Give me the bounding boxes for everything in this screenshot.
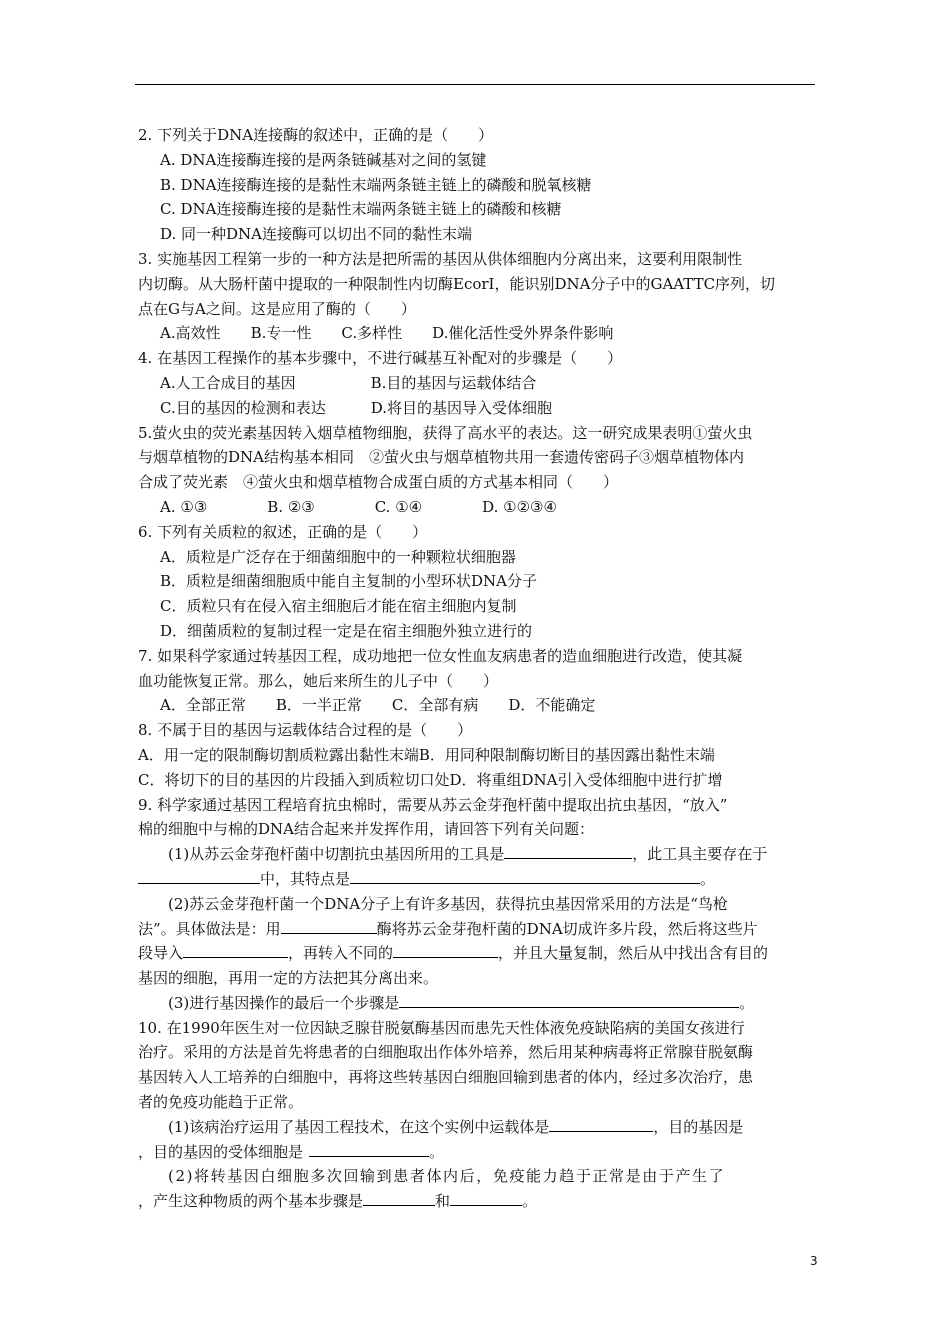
- q10-stem-line2: 治疗。采用的方法是首先将患者的白细胞取出作体外培养，然后用某种病毒将正常腺苷脱氨酶: [138, 1043, 754, 1062]
- q6-option-c: C．质粒只有在侵入宿主细胞后才能在宿主细胞内复制: [160, 597, 517, 616]
- q10-blank-step2[interactable]: [450, 1189, 522, 1206]
- q10-stem-line1: 10. 在1990年医生对一位因缺乏腺苷脱氨酶基因而患先天性体液免疫缺陷病的美国女孩进行: [138, 1018, 745, 1037]
- q9-part1-text-d: 。: [700, 869, 716, 888]
- q9-part1-line1: [138, 842, 818, 867]
- q6-option-b: B．质粒是细菌细胞质中能自主复制的小型环状DNA分子: [160, 572, 538, 591]
- q9-part2-text-e: ，再转入不同的: [288, 944, 394, 963]
- q10-part2-line1: (2)将转基因白细胞多次回输到患者体内后，免疫能力趋于正常是由于产生了: [168, 1167, 726, 1186]
- q2-option-a: A. DNA连接酶连接的是两条链碱基对之间的氢键: [160, 150, 487, 169]
- q9-blank-vector[interactable]: [183, 941, 288, 958]
- q9-blank-feature[interactable]: [350, 867, 700, 884]
- q10-stem-line4: 者的免疫功能趋于正常。: [138, 1093, 304, 1112]
- q9-blank-tool[interactable]: [504, 842, 632, 859]
- question-list: [138, 123, 818, 1214]
- q10-stem-line3: 基因转入人工培养的白细胞中，再将这些转基因白细胞回输到患者的体内，经过多次治疗，患: [138, 1068, 754, 1087]
- q10-part2-line2: [138, 1189, 818, 1214]
- q5-stem-line3: 合成了荧光素 ④萤火虫和烟草植物合成蛋白质的方式基本相同（ ）: [138, 473, 619, 492]
- q3-stem-line1: 3. 实施基因工程第一步的一种方法是把所需的基因从供体细胞内分离出来，这要利用限制性: [138, 249, 743, 268]
- q7-options: A．全部正常 B．一半正常 C．全部有病 D．不能确定: [160, 696, 596, 715]
- q5-stem-line1: 5.萤火虫的荧光素基因转入烟草植物细胞，获得了高水平的表达。这一研究成果表明①萤火虫: [138, 423, 753, 442]
- q5-stem-line2: 与烟草植物的DNA结构基本相同 ②萤火虫与烟草植物共用一套遗传密码子③烟草植物体内: [138, 448, 744, 467]
- header-rule: [135, 84, 815, 85]
- q10-blank-vector[interactable]: [549, 1115, 653, 1132]
- q10-part2-text-b: ，产生这种物质的两个基本步骤是: [138, 1192, 364, 1211]
- q9-part2-text-c: 酶将苏云金芽孢杆菌的DNA切成许多片段，然后将这些片: [376, 919, 758, 938]
- q9-blank-location[interactable]: [138, 867, 260, 884]
- q3-stem-line3: 点在G与A之间。这是应用了酶的（ ）: [138, 299, 416, 318]
- q10-part1-line1: [138, 1115, 818, 1140]
- q10-part1-text-d: 。: [429, 1142, 445, 1161]
- q8-options-row1: A．用一定的限制酶切割质粒露出黏性末端B．用同种限制酶切断目的基因露出黏性末端: [138, 745, 715, 764]
- q4-options-row2: C.目的基因的检测和表达 D.将目的基因导入受体细胞: [160, 398, 552, 417]
- q7-stem-line1: 7. 如果科学家通过转基因工程，成功地把一位女性血友病患者的造血细胞进行改造，使其凝: [138, 646, 743, 665]
- q2-option-b: B. DNA连接酶连接的是黏性末端两条链主链上的磷酸和脱氧核糖: [160, 175, 592, 194]
- page-number: 3: [810, 1254, 818, 1268]
- q3-stem-line2: 内切酶。从大肠杆菌中提取的一种限制性内切酶EcorI，能识别DNA分子中的GAATTC序列，切: [138, 274, 776, 293]
- q10-part1-text-c: ，目的基因的受体细胞是: [138, 1142, 304, 1161]
- q6-stem: 6. 下列有关质粒的叙述，正确的是（ ）: [138, 522, 428, 541]
- q10-part1-text-a: (1)该病治疗运用了基因工程技术，在这个实例中运载体是: [168, 1117, 550, 1136]
- q5-options: A. ①③ B. ②③ C. ①④ D. ①②③④: [160, 497, 557, 516]
- q9-part1-line2: [138, 867, 818, 892]
- q9-part2-line2: [138, 917, 818, 942]
- q10-part2-text-d: 。: [522, 1192, 538, 1211]
- q6-option-a: A．质粒是广泛存在于细菌细胞中的一种颗粒状细胞器: [160, 547, 516, 566]
- q4-stem: 4. 在基因工程操作的基本步骤中，不进行碱基互补配对的步骤是（ ）: [138, 349, 623, 368]
- q9-part3-text-b: 。: [739, 993, 755, 1012]
- q9-part3-text-a: (3)进行基因操作的最后一个步骤是: [168, 993, 400, 1012]
- q10-part2-text-c: 和: [435, 1192, 451, 1211]
- q10-blank-recipient[interactable]: [309, 1140, 429, 1157]
- q9-blank-recipient[interactable]: [393, 941, 498, 958]
- q9-part2-line1: (2)苏云金芽孢杆菌一个DNA分子上有许多基因，获得抗虫基因常采用的方法是“鸟枪: [168, 894, 728, 913]
- q9-blank-last-step[interactable]: [399, 991, 739, 1008]
- q9-part1-text-b: ，此工具主要存在于: [632, 845, 768, 864]
- q9-part1-text-a: (1)从苏云金芽孢杆菌中切割抗虫基因所用的工具是: [168, 845, 505, 864]
- q9-stem-line1: 9. 科学家通过基因工程培育抗虫棉时，需要从苏云金芽孢杆菌中提取出抗虫基因，“放入”: [138, 795, 728, 814]
- q9-part2-line4: 基因的细胞，再用一定的方法把其分离出来。: [138, 969, 439, 988]
- q9-blank-enzyme[interactable]: [281, 917, 377, 934]
- q10-part1-line2: [138, 1140, 818, 1165]
- q7-stem-line2: 血功能恢复正常。那么，她后来所生的儿子中（ ）: [138, 671, 499, 690]
- q8-stem: 8. 不属于目的基因与运载体结合过程的是（ ）: [138, 721, 473, 740]
- q9-part2-text-f: ，并且大量复制，然后从中找出含有目的: [498, 944, 769, 963]
- q8-options-row2: C．将切下的目的基因的片段插入到质粒切口处D．将重组DNA引入受体细胞中进行扩增: [138, 770, 723, 789]
- q9-part2-line3: [138, 941, 818, 966]
- q9-part1-text-c: 中，其特点是: [260, 869, 351, 888]
- q10-blank-step1[interactable]: [363, 1189, 435, 1206]
- q3-options: A.高效性 B.专一性 C.多样性 D.催化活性受外界条件影响: [160, 324, 614, 343]
- q9-part3-line: [138, 991, 818, 1016]
- q9-part2-text-b: 法”。具体做法是：用: [138, 919, 281, 938]
- q4-options-row1: A.人工合成目的基因 B.目的基因与运载体结合: [160, 373, 537, 392]
- q10-part1-text-b: ，目的基因是: [653, 1117, 744, 1136]
- q2-option-c: C. DNA连接酶连接的是黏性末端两条链主链上的磷酸和核糖: [160, 200, 562, 219]
- q6-option-d: D．细菌质粒的复制过程一定是在宿主细胞外独立进行的: [160, 621, 533, 640]
- q2-stem: 2. 下列关于DNA连接酶的叙述中，正确的是（ ）: [138, 126, 494, 144]
- q9-part2-text-d: 段导入: [138, 944, 184, 963]
- q9-stem-line2: 棉的细胞中与棉的DNA结合起来并发挥作用，请回答下列有关问题：: [138, 820, 594, 839]
- q2-option-d: D. 同一种DNA连接酶可以切出不同的黏性末端: [160, 225, 473, 244]
